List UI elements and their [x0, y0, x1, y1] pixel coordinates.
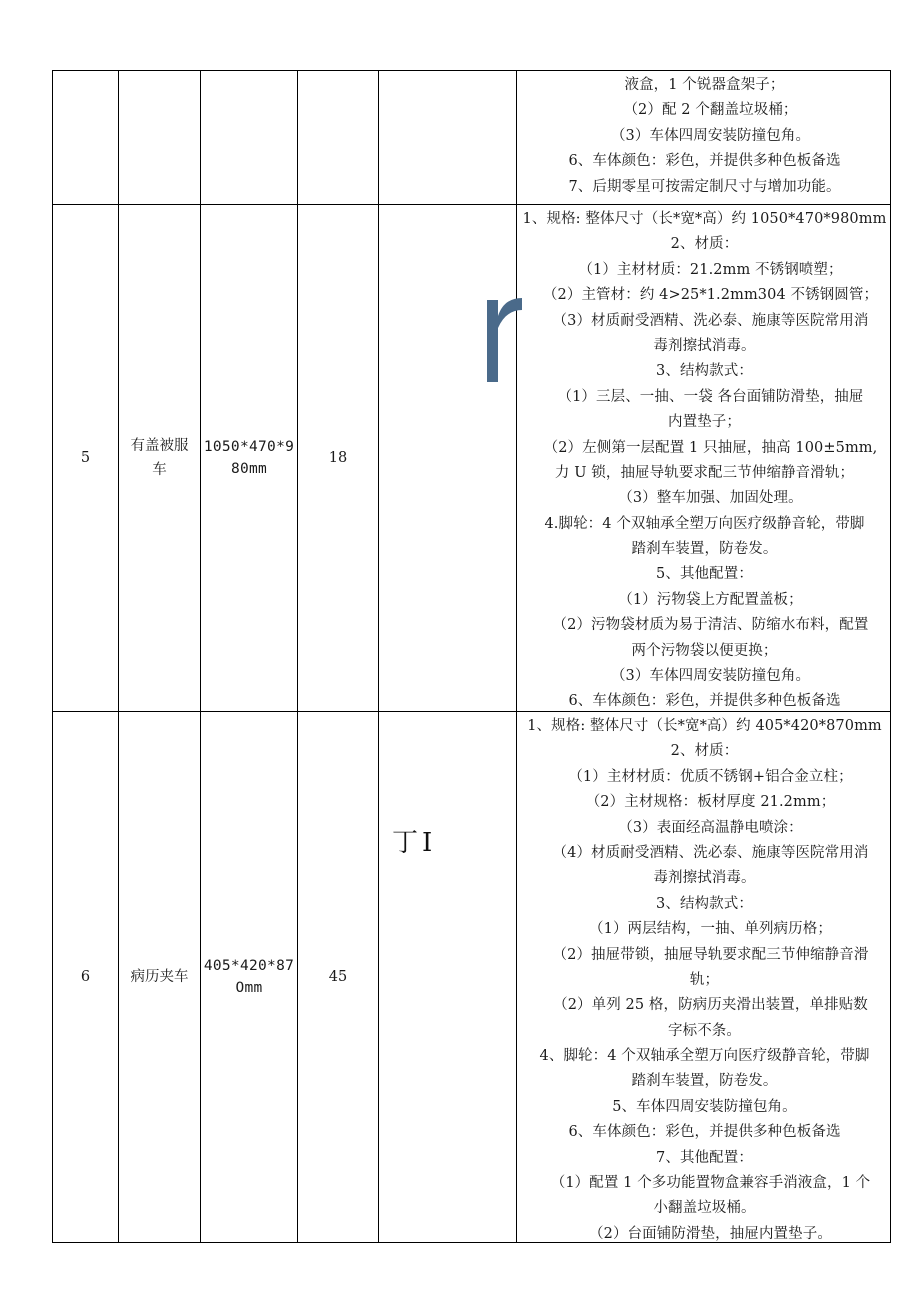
description-line: 两个污物袋以便更换； [631, 642, 778, 659]
description-text [517, 205, 890, 711]
description-line: 7、后期零星可按需定制尺寸与增加功能。 [568, 178, 841, 195]
description-line: （2）污物袋材质为易于清洁、防缩水布料，配置 [552, 617, 869, 634]
quantity-cell: 45 [298, 712, 379, 1243]
quantity-cell: 18 [298, 205, 379, 712]
image-cell [379, 712, 517, 1243]
description-line: 踏刹车装置，防卷发。 [631, 1073, 778, 1090]
description-line: 小翻盖垃圾桶。 [653, 1200, 756, 1217]
product-name-line: 有盖被服 [130, 438, 189, 454]
description-line: 3、结构款式： [656, 363, 753, 380]
row-number-cell [53, 71, 119, 205]
size-line: 1050*470*9 [203, 439, 295, 455]
image-fragment-glyph: 丁I [392, 828, 437, 858]
description-line: （3）车体四周安装防撞包角。 [610, 668, 811, 685]
description-line: 5、其他配置： [656, 566, 753, 583]
description-line: 2、材质： [670, 743, 739, 760]
image-fragment-icon [484, 282, 524, 382]
description-cell [517, 712, 891, 1243]
description-line: 2、材质： [670, 236, 739, 253]
description-line: （3）材质耐受酒精、洗必泰、施康等医院常用消 [552, 312, 869, 329]
description-line: （3）车体四周安装防撞包角。 [610, 127, 811, 144]
table-row [53, 71, 891, 205]
description-line: 力 U 锁，抽屉导轨要求配三节伸缩静音滑轨； [554, 464, 855, 481]
description-line: 毒剂擦拭消毒。 [653, 337, 756, 354]
spec-table [52, 70, 891, 1243]
image-cell [379, 71, 517, 205]
description-line: 1、规格: 整体尺寸（长*宽*高）约 1050*470*980mm [522, 211, 887, 227]
size-cell [201, 71, 298, 205]
description-line: （2）主材规格：板材厚度 21.2mm； [585, 794, 836, 811]
size-line: 405*420*87 [203, 958, 295, 974]
product-name-line: 病历夹车 [130, 969, 189, 985]
image-fragment-stem [487, 300, 498, 382]
description-line: （2）配 2 个翻盖垃圾桶； [623, 102, 798, 119]
description-line: （3）整车加强、加固处理。 [618, 490, 803, 507]
description-line: （1）污物袋上方配置盖板； [618, 591, 803, 608]
description-line: 踏刹车装置，防卷发。 [631, 541, 778, 558]
product-name-cell [119, 712, 201, 1243]
description-line: 轨； [689, 971, 720, 988]
table-row [53, 712, 891, 1243]
description-line: （1）三层、一抽、一袋 各台面铺防滑垫，抽屉 [557, 388, 864, 405]
description-line: （1）两层结构，一抽、单列病历格； [589, 921, 832, 938]
description-line: 7、其他配置： [656, 1149, 753, 1166]
description-line: 4、脚轮：4 个双轴承全塑万向医疗级静音轮，带脚 [539, 1048, 870, 1065]
table-row [53, 205, 891, 712]
size-line: 80mm [230, 461, 268, 477]
description-text [517, 712, 890, 1242]
description-line: （1）主材材质：优质不锈钢+铝合金立柱； [568, 768, 853, 785]
description-line: 6、车体颜色：彩色，并提供多种色板备选 [568, 1124, 841, 1141]
description-line: （1）主材材质：21.2mm 不锈钢喷塑； [578, 261, 843, 278]
description-line: 字标不条。 [668, 1022, 741, 1039]
description-line: （3）表面经高温静电喷涂： [618, 819, 803, 836]
product-name-line: 车 [152, 462, 167, 478]
description-line: 毒剂擦拭消毒。 [653, 870, 756, 887]
description-text [517, 71, 890, 200]
description-line: 6、车体颜色：彩色，并提供多种色板备选 [568, 153, 841, 170]
row-number-cell: 5 [53, 205, 119, 712]
description-line: （2）单列 25 格，防病历夹滑出装置，单排贴数 [553, 997, 868, 1014]
description-cell [517, 71, 891, 205]
description-line: 6、车体颜色：彩色，并提供多种色板备选 [568, 693, 841, 710]
description-line: （2）抽屉带锁，抽屉导轨要求配三节伸缩静音滑 [552, 946, 869, 963]
description-line: 5、车体四周安装防撞包角。 [612, 1098, 797, 1115]
description-line: （4）材质耐受酒精、洗必泰、施康等医院常用消 [552, 844, 869, 861]
size-cell [201, 205, 298, 712]
description-line: 内置垫子； [668, 414, 741, 431]
description-line: （2）主管材：约 4>25*1.2mm304 不锈钢圆管； [542, 287, 879, 304]
product-name-cell [119, 71, 201, 205]
description-line: （2）左侧第一层配置 1 只抽屉，抽高 100±5mm, [543, 439, 878, 456]
description-line: 4.脚轮：4 个双轴承全塑万向医疗级静音轮，带脚 [544, 515, 865, 532]
row-number-cell: 6 [53, 712, 119, 1243]
image-cell [379, 205, 517, 712]
description-cell [517, 205, 891, 712]
image-fragment-arm [498, 298, 522, 328]
description-line: 1、规格: 整体尺寸（长*宽*高）约 405*420*870mm [527, 718, 882, 734]
description-line: 液盒，1 个锐器盒架子； [624, 77, 785, 93]
size-line: Omm [235, 980, 263, 996]
description-line: （1）配置 1 个多功能置物盒兼容手消液盒，1 个 [550, 1175, 871, 1192]
quantity-cell [298, 71, 379, 205]
product-name-cell [119, 205, 201, 712]
description-line: （2）台面铺防滑垫，抽屉内置垫子。 [589, 1225, 832, 1242]
size-cell [201, 712, 298, 1243]
description-line: 3、结构款式： [656, 895, 753, 912]
